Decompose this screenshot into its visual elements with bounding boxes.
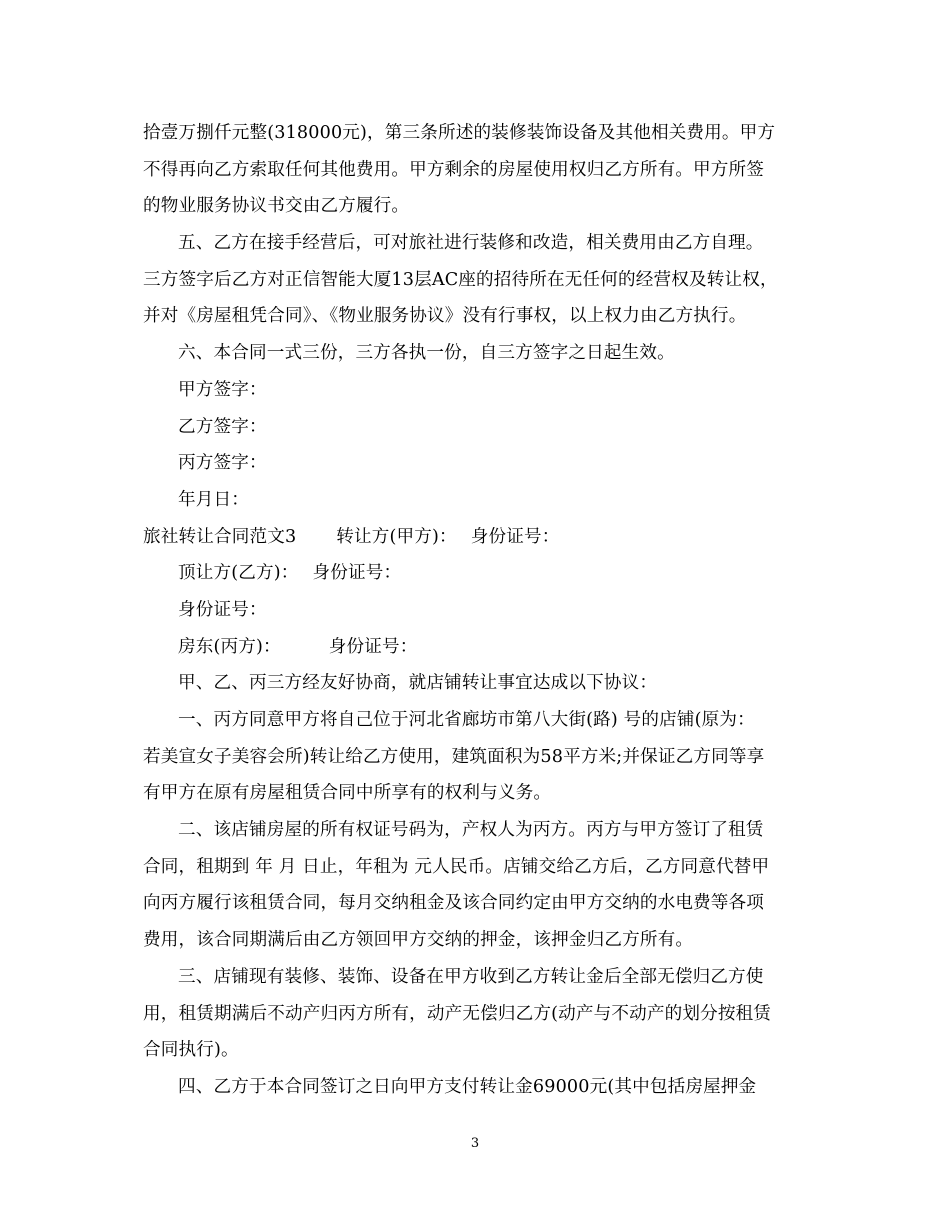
paragraph-line: 拾壹万捌仟元整(318000元)，第三条所述的装修装饰设备及其他相关费用。甲方	[143, 123, 776, 143]
agreement-intro-line: 甲、乙、丙三方经友好协商，就店铺转让事宜达成以下协议：	[178, 673, 658, 694]
clause-five-line: 五、乙方在接手经营后，可对旅社进行装修和改造，相关费用由乙方自理。	[178, 233, 764, 254]
template-title: 旅社转让合同范文3	[143, 526, 297, 547]
paragraph-line: 不得再向乙方索取任何其他费用。甲方剩余的房屋使用权归乙方所有。甲方所签	[143, 159, 765, 180]
paragraph-line: 的物业服务协议书交由乙方履行。	[143, 196, 410, 217]
landlord-id-label: 身份证号：	[328, 636, 418, 657]
landlord-label: 房东(丙方)：	[178, 636, 281, 657]
paragraph-line: 费用，该合同期满后由乙方领回甲方交纳的押金，该押金归乙方所有。	[143, 930, 694, 951]
date-label: 年月日：	[178, 489, 249, 510]
paragraph-line: 若美宣女子美容会所)转让给乙方使用，建筑面积为58平方米;并保证乙方同等享	[143, 746, 765, 767]
paragraph-line: 向丙方履行该租赁合同，每月交纳租金及该合同约定由甲方交纳的水电费等各项	[143, 893, 765, 914]
transferor-label: 转让方(甲方)：	[336, 526, 457, 547]
clause-four-line: 四、乙方于本合同签订之日向甲方支付转让金69000元(其中包括房屋押金	[178, 1076, 757, 1097]
template-heading-line	[143, 519, 803, 556]
transferee-line	[143, 555, 803, 592]
landlord-line	[143, 629, 803, 666]
contract-text	[143, 115, 803, 1106]
transferor-id-label: 身份证号：	[470, 526, 560, 547]
party-c-signature-label: 丙方签字：	[178, 453, 267, 474]
clause-six-line: 六、本合同一式三份，三方各执一份，自三方签字之日起生效。	[178, 343, 675, 364]
id-number-line: 身份证号：	[178, 599, 267, 620]
clause-three-line: 三、店铺现有装修、装饰、设备在甲方收到乙方转让金后全部无偿归乙方使	[178, 966, 764, 987]
paragraph-line: 合同，租期到 年 月 日止，年租为 元人民币。店铺交给乙方后，乙方同意代替甲	[143, 856, 770, 877]
clause-two-line: 二、该店铺房屋的所有权证号码为，产权人为丙方。丙方与甲方签订了租赁	[178, 820, 764, 841]
party-a-signature-label: 甲方签字：	[178, 379, 267, 400]
party-b-signature-label: 乙方签字：	[178, 416, 267, 437]
transferee-id-label: 身份证号：	[312, 563, 402, 584]
paragraph-line: 有甲方在原有房屋租赁合同中所享有的权利与义务。	[143, 783, 552, 804]
paragraph-line: 并对《房屋租凭合同》、《物业服务协议》没有行事权，以上权力由乙方执行。	[143, 306, 747, 327]
paragraph-line: 合同执行)。	[143, 1040, 239, 1061]
clause-one-line: 一、丙方同意甲方将自己位于河北省廊坊市第八大街(路) 号的店铺(原为：	[178, 710, 755, 730]
page-number: 3	[470, 1136, 480, 1151]
paragraph-line: 用，租赁期满后不动产归丙方所有，动产无偿归乙方(动产与不动产的划分按租赁	[143, 1003, 772, 1024]
paragraph-line: 三方签字后乙方对正信智能大厦13层AC座的招待所在无任何的经营权及转让权，	[143, 269, 778, 290]
transferee-label: 顶让方(乙方)：	[178, 563, 299, 584]
